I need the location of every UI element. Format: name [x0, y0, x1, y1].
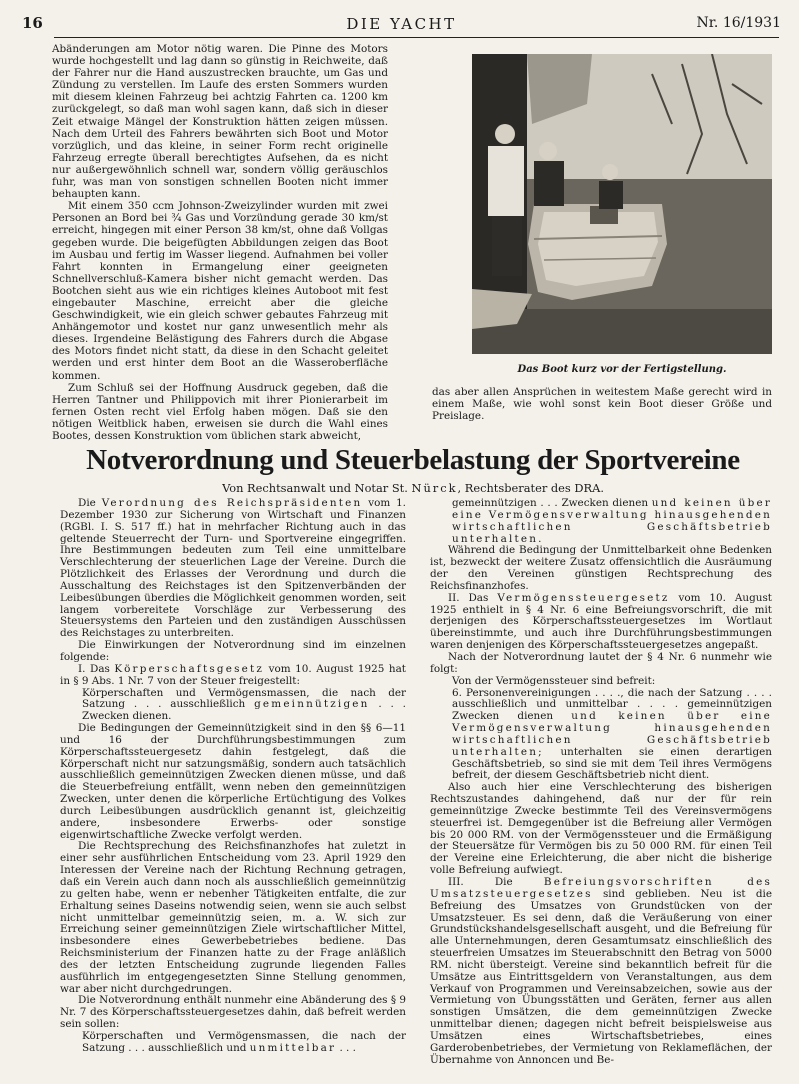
paragraph: Also auch hier eine Verschlechterung des bisherigen Rechtszustandes dahingehend, daß nur der für rein gemeinnützige Zwecke bestimmte Teil des Vereinsvermögens steuerfrei ist. Demgegenüber ist die Befreiung aller Vermögen bis 20 000 RM. von der Vermögenssteuer und die Ermäßigung der Steuersätze für Vermögen bis zu 50 000 RM. für einen Teil der Vereine eine Erleichterung, die aber nicht die bisherige volle Befreiung aufwiegt.: [430, 781, 772, 877]
page-number: 16: [22, 14, 43, 32]
text-run: gemeinnützigen . . . Zwecken dienen: [452, 497, 649, 509]
paragraph: Zum Schluß sei der Hoffnung Ausdruck gegeben, daß die Herren Tantner und Philippovich mit ihrer Pionierarbeit im fernen Osten recht viel Erfolg haben mögen. Daß sie den nötigen Weitblick haben, erweisen sie durch die Wahl eines Bootes, dessen Konstruktion vom üblichen stark abweicht,: [52, 381, 388, 442]
quotation: [430, 498, 772, 545]
text-run: Körperschaften und Vermögensmassen, die nach der Satzung . . . ausschließlich: [82, 686, 406, 711]
previous-article-continuation: [52, 43, 388, 442]
emphasis: Körperschaftsgesetz: [114, 662, 265, 675]
article-byline: [54, 481, 772, 495]
text-run: vom 10. August 1925 hat in § 9 Abs. 1 Nr. 7 von der Steuer freigestellt:: [60, 662, 406, 687]
author-name: Nürck: [411, 481, 458, 495]
text-run: II. Das: [448, 591, 489, 604]
paragraph: Die Einwirkungen der Notverordnung sind im einzelnen folgende:: [60, 639, 406, 663]
text-run: sind geblieben. Neu ist die Befreiung des Umsatzes von Grundstücken von der Umsatzsteuer. Es sei denn, daß die Veräußerung von einer Grundstückshandelsgesellschaft ausgeht, und die Befreiung für alle Unternehmungen, deren Gesamtumsatz einschließlich des steuerfreien Umsatzes im Steuerabschnitt den Betrag von 5000 RM. nicht übersteigt. Vereine sind bekanntlich befreit für die Umsätze aus Eintrittsgeldern von Veranstaltungen, aus dem Verkauf von Programmen und Vereinsabzeichen, sowie aus der Vermietung von Übungsstätten und Geräten, ferner aus allen sonstigen Umsätzen, die dem gemeinnützigen Zwecke unmittelbar dienen; dagegen nicht befreit beispielsweise aus Umsätzen eines Wirtschaftsbetriebes, eines Garderobenbetriebes, der Vermietung von Reklameflächen, der Übernahme von Annoncen und Be-: [430, 887, 772, 1066]
emphasis: Verordnung des Reichspräsidenten: [101, 497, 363, 509]
quotation: [430, 688, 772, 783]
paragraph: Mit einem 350 ccm Johnson-Zweizylinder wurden mit zwei Personen an Bord bei ¾ Gas und Vorzündung gerade 30 km/st erreicht, hingegen mit einer Person 38 km/st, ohne daß Vollgas gegeben wurde. Die beigefügten Abbildungen zeigen das Boot im Ausbau und fertig im Wasser liegend. Aufnahmen bei voller Fahrt konnten in Ermangelung einer geeigneten Schnellverschluß-Kamera bisher nicht gemacht werden. Das Bootchen sieht aus wie ein richtiges kleines Autoboot mit fest eingebauter Maschine, erreicht aber die gleiche Geschwindigkeit, wie ein gleich schwer gebautes Fahrzeug mit Anhängemotor und kostet nur ganz unwesentlich mehr als dieses. Irgendeine Belästigung des Fahrers durch die Abgase des Motors findet nicht statt, da diese in den Schacht geleitet werden und erst hinter dem Boot an die Wasseroberfläche kommen.: [52, 200, 388, 382]
paragraph: Abänderungen am Motor nötig waren. Die Pinne des Motors wurde hochgestellt und lag dann so günstig in Reichweite, daß der Fahrer nur die Hand auszustrecken brauchte, um Gas und Zündung zu verstellen. Im Laufe des ersten Sommers wurden mit diesem kleinen Fahrzeug bei achtzig Fahrten ca. 1200 km zurückgelegt, so daß man wohl sagen kann, daß sich in dieser Zeit etwaige Mängel der Konstruktion hätten zeigen müssen. Nach dem Urteil des Fahrers bewährten sich Boot und Motor vorzüglich, und das kleine, in seiner Form recht originelle Fahrzeug erregte überall berechtigtes Aufsehen, da es nicht nur außergewöhnlich schnell war, sondern völlig geräuschlos fuhr, was man von sonstigen schnellen Booten nicht immer behaupten kann.: [52, 43, 388, 201]
text-run: . . . Zwecken dienen.: [82, 698, 406, 723]
emphasis: Befreiungsvorschriften des Umsatzsteuergesetzes: [430, 876, 772, 900]
text-run: Körperschaften und Vermögensmassen, die nach der Satzung . . . ausschließlich und: [82, 1029, 406, 1054]
photo-caption: Das Boot kurz vor der Fertigstellung.: [517, 364, 727, 375]
header-rule: [54, 37, 779, 38]
quotation: Von der Vermögenssteuer sind befreit:: [452, 674, 656, 687]
magazine-title: DIE YACHT: [346, 15, 457, 33]
article-column-right: [430, 498, 772, 1067]
text-run: 6. Personenvereinigungen . . . ., die nach der Satzung . . . . ausschließlich und unmittelbar . . . . gemeinnützigen Zwecken dienen: [452, 686, 772, 723]
emphasis: gemeinnützigen: [254, 698, 370, 711]
running-header: [22, 14, 781, 38]
quotation: [60, 1031, 406, 1055]
text-run: III. Die: [448, 876, 513, 888]
text-run: unterhalten sie einen derartigen Geschäftsbetrieb, so sind sie mit dem Teil ihres Vermögens befreit, der diesem Geschäftsbetrieb nicht dient.: [452, 745, 772, 782]
text-run: Die: [78, 497, 96, 509]
emphasis: unmittelbar: [249, 1041, 337, 1054]
text-run: vom 10. August 1925 enthielt in § 4 Nr. 6 eine Befreiungsvorschrift, die mit derjenigen des Körperschaftssteuergesetzes im Wortlaut übereinstimmte, und auch ihre Durchführungsbestimmungen waren denjenigen des Körperschaftssteuergesetzes angepaßt.: [430, 591, 772, 652]
text-run: . . .: [339, 1041, 356, 1054]
boat-under-construction-photo: [472, 54, 772, 354]
article-column-left: [60, 498, 406, 1055]
emphasis: Vermögenssteuergesetz: [497, 591, 670, 604]
paragraph: Die Rechtsprechung des Reichsfinanzhofes hat zuletzt in einer sehr ausführlichen Entscheidung vom 23. April 1929 den Interessen der Vereine nach der Richtung Rechnung getragen, daß ein Verein auch dann noch als ausschließlich gemeinnützig zu gelten habe, wenn er nebenher Tätigkeiten entfalte, die zur Erhaltung seines Daseins notwendig seien, wenn sie auch selbst nicht unmittelbar gemeinnützig seien, m. a. W. sich zur Erreichung seiner gemeinnützigen Ziele wirtschaftlicher Mittel, insbesondere eines Gewerbebetriebes bediene. Das Reichsministerium der Finanzen hatte zu der Frage anläßlich des der letzten Entscheidung zugrunde liegenden Falles ausführlich im entgegengesetzten Sinne Stellung genommen, war aber nicht durchgedrungen.: [60, 840, 406, 995]
paragraph: Die Bedingungen der Gemeinnützigkeit sind in den §§ 6—11 und 16 der Durchführungsbestimmungen zum Körperschaftssteuergesetz dahin festgelegt, daß die Körperschaft nicht nur satzungsmäßig, sondern auch tatsächlich ausschließlich gemeinnützigen Zwecken dienen müsse, und daß die Steuerbefreiung entfällt, wenn neben den gemeinnützigen Zwecken, unter denen die körperliche Ertüchtigung des Volkes durch Leibesübungen ausdrücklich genannt ist, gleichzeitig andere, insbesondere Erwerbs- oder sonstige eigenwirtschaftliche Zwecke verfolgt werden.: [60, 722, 406, 841]
emphasis: und keinen über eine Vermögensverwaltung hinausgehenden wirtschaftlichen Geschäftsbetrieb unterhalten.: [452, 497, 772, 545]
boat-photo-figure: [472, 54, 772, 380]
text-run: vom 1. Dezember 1930 zur Sicherung von Wirtschaft und Finanzen (RGBl. I. S. 517 ff.) hat in mehrfacher Richtung auch in das geltende Steuerrecht der Turn- und Sportvereine eingegriffen. Ihre Bestimmungen bedeuten zum Teil eine unmittelbare Verschlechterung der steuerlichen Lage der Vereine. Durch die Plötzlichkeit des Erlasses der Verordnung und durch die Ausschaltung des Reichstages ist den Spitzenverbänden der Leibesübungen überdies die Möglichkeit genommen worden, seit langem vorbereitete Vorschläge zur Verbesserung des Steuersystems den Parteien und den zuständigen Ausschüssen des Reichstages zu unterbreiten.: [60, 497, 406, 640]
byline-prefix: Von Rechtsanwalt und Notar St.: [222, 481, 408, 495]
paragraph: Während die Bedingung der Unmittelbarkeit ohne Bedenken ist, bezweckt der weitere Zusatz offensichtlich die Ausräumung der den Vereinen günstigen Rechtsprechung des Reichsfinanzhofes.: [430, 544, 772, 592]
paragraph: [430, 593, 772, 652]
paragraph: das aber allen Ansprüchen in weitestem Maße gerecht wird in einem Maße, wie wohl sonst kein Boot dieser Größe und Preislage.: [432, 386, 772, 423]
quotation: [60, 688, 406, 724]
paragraph: [60, 664, 406, 688]
issue-number: Nr. 16/1931: [696, 15, 781, 31]
previous-article-ending: [432, 386, 772, 422]
paragraph: Nach der Notverordnung lautet der § 4 Nr. 6 nunmehr wie folgt:: [430, 650, 772, 675]
paragraph: [430, 877, 772, 1067]
text-run: I. Das: [78, 662, 110, 675]
emphasis: und keinen über eine Vermögensverwaltung hinausgehenden wirtschaftlichen Geschäftsbetrieb unterhalten;: [452, 710, 772, 758]
paragraph: [60, 498, 406, 640]
byline-suffix: , Rechtsberater des DRA.: [457, 481, 604, 495]
paragraph: Die Notverordnung enthält nunmehr eine Abänderung des § 9 Nr. 7 des Körperschaftssteuergesetzes dahin, daß befreit werden sein sollen:: [60, 994, 406, 1031]
article-headline: Notverordnung und Steuerbelastung der Sportvereine: [86, 444, 740, 476]
